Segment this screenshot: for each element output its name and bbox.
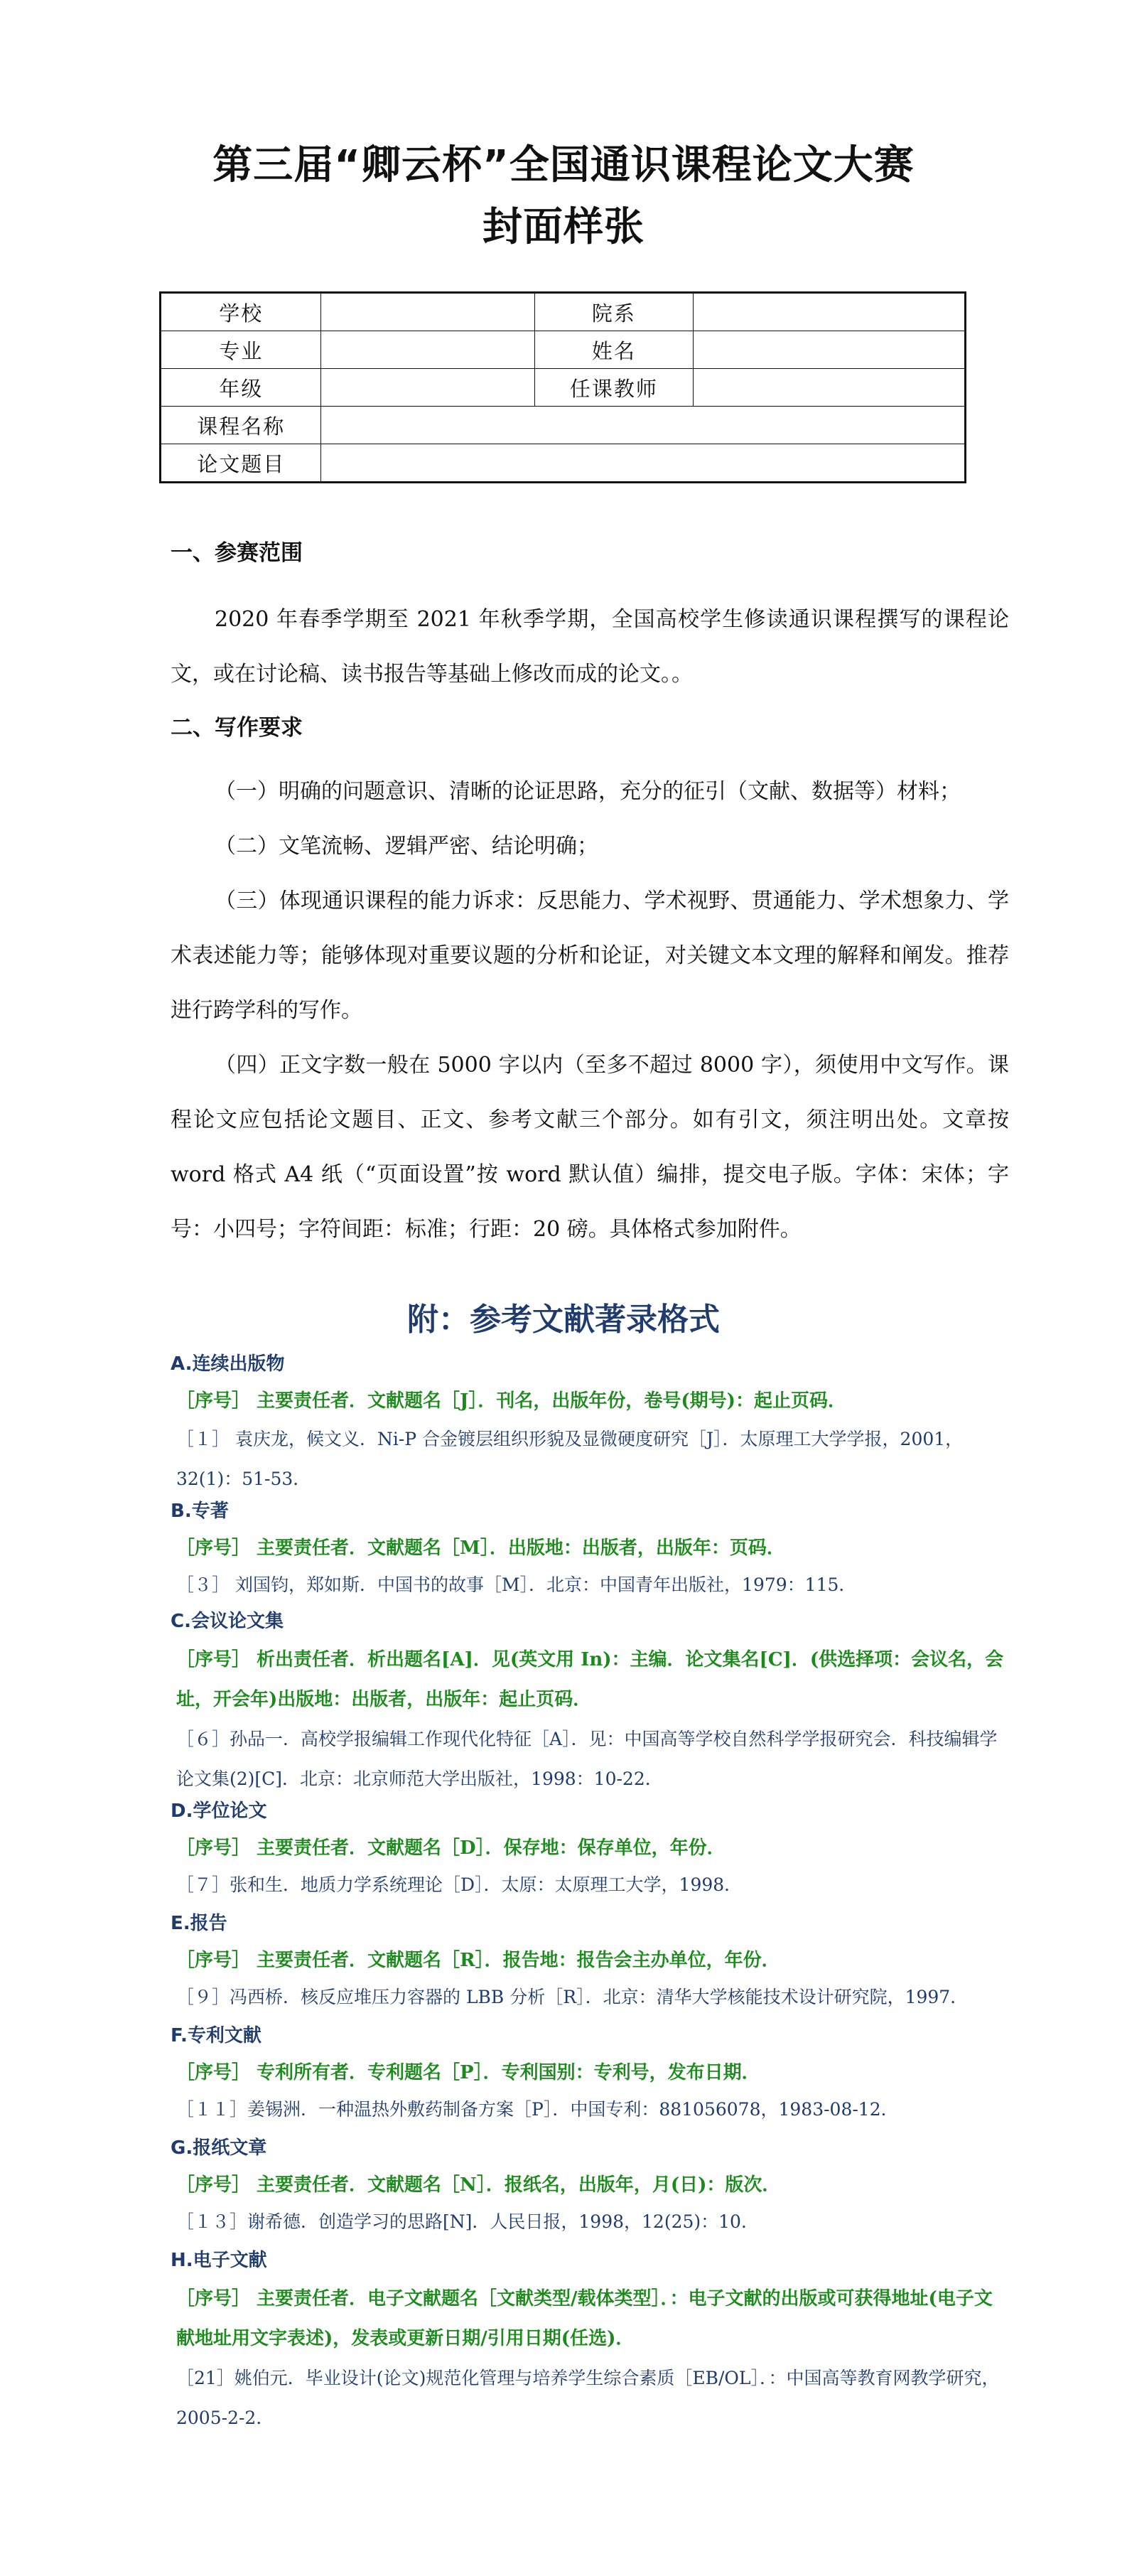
- table-row: [161, 407, 966, 444]
- section-heading-scope: 一、参赛范围: [171, 540, 303, 566]
- course-name-label: 课程名称: [161, 407, 321, 444]
- format-line: ［序号］ 主要责任者．文献题名［M］．出版地：出版者，出版年：页码．: [176, 1537, 785, 1559]
- ref-category-d: [171, 1793, 1009, 1904]
- ref-category-c: [171, 1603, 1009, 1799]
- grade-label: 年级: [161, 369, 321, 407]
- ref-category-a: [171, 1346, 1009, 1499]
- ref-category-g: [171, 2130, 1009, 2240]
- example-line: ［３］ 刘国钧，郑如斯．中国书的故事［M］．北京：中国青年出版社，1979：115．: [176, 1574, 857, 1595]
- name-field[interactable]: [694, 331, 966, 369]
- department-label: 院系: [534, 293, 693, 331]
- ref-category-b: [171, 1493, 1009, 1604]
- category-label: A.连续出版物: [171, 1353, 285, 1375]
- format-line: ［序号］ 专利所有者．专利题名［P］．专利国别：专利号，发布日期．: [176, 2062, 760, 2083]
- table-row: [161, 444, 966, 483]
- name-label: 姓名: [534, 331, 693, 369]
- requirement-item-3: （三）体现通识课程的能力诉求：反思能力、学术视野、贯通能力、学术想象力、学术表述能力等；能够体现对重要议题的分析和论证，对关键文本文理的解释和阐发。推荐进行跨学科的写作。: [171, 889, 1009, 1023]
- cover-info-table: [159, 291, 966, 483]
- format-line: ［序号］ 主要责任者．文献题名［N］．报纸名，出版年，月(日)：版次．: [176, 2174, 781, 2196]
- requirement-item-1: （一）明确的问题意识、清晰的论证思路，充分的征引（文献、数据等）材料；: [215, 779, 961, 804]
- table-row: [161, 293, 966, 331]
- table-row: [161, 331, 966, 369]
- major-field[interactable]: [321, 331, 534, 369]
- category-label: H.电子文献: [171, 2250, 267, 2271]
- category-label: D.学位论文: [171, 1800, 267, 1822]
- category-label: C.会议论文集: [171, 1611, 284, 1632]
- category-label: B.专著: [171, 1501, 229, 1522]
- format-line: ［序号］ 主要责任者．文献题名［J］．刊名，出版年份，卷号(期号)：起止页码．: [176, 1390, 846, 1412]
- section-heading-requirements: 二、写作要求: [171, 715, 303, 741]
- example-line: ［７］张和生．地质力学系统理论［D］．太原：太原理工大学，1998．: [176, 1874, 743, 1895]
- example-line: ［９］冯西桥．核反应堆压力容器的 LBB 分析［R］．北京：清华大学核能技术设计研究院，1997．: [176, 1987, 969, 2007]
- page-title: 第三届“卿云杯”全国通识课程论文大赛: [212, 142, 915, 188]
- ref-category-f: [171, 2017, 1009, 2128]
- format-line: ［序号］ 析出责任者．析出题名[A]．见(英文用 In)：主编．论文集名[C]．(供选择项：会议名，会址，开会年)出版地：出版者，出版年：起止页码．: [176, 1649, 1004, 1710]
- format-line: ［序号］ 主要责任者．文献题名［D］．保存地：保存单位，年份．: [176, 1837, 726, 1859]
- category-label: G.报纸文章: [171, 2137, 267, 2159]
- example-line: ［６］孙品一．高校学报编辑工作现代化特征［A］．见：中国高等学校自然科学学报研究会．科技编辑学论文集(2)[C]．北京：北京师范大学出版社，1998：10-22．: [176, 1729, 998, 1789]
- school-field[interactable]: [321, 293, 534, 331]
- teacher-label: 任课教师: [534, 369, 693, 407]
- example-line: ［１１］姜锡洲．一种温热外敷药制备方案［P］．中国专利：881056078，1983-08-12．: [176, 2099, 899, 2120]
- course-name-field[interactable]: [321, 407, 966, 444]
- requirement-item-4: （四）正文字数一般在 5000 字以内（至多不超过 8000 字），须使用中文写作。课程论文应包括论文题目、正文、参考文献三个部分。如有引文，须注明出处。文章按 word 格式 A4 纸（“页面设置”按 word 默认值）编排，提交电子版。字体：宋体；字号：小四号；字符间距：标准；行距：20 磅。具体格式参加附件。: [171, 1053, 1009, 1242]
- example-line: ［21］姚伯元．毕业设计(论文)规范化管理与培养学生综合素质［EB/OL］．：中国高等教育网教学研究，2005-2-2．: [176, 2368, 1000, 2428]
- scope-paragraph: 2020 年春季学期至 2021 年秋季学期，全国高校学生修读通识课程撰写的课程论文，或在讨论稿、读书报告等基础上修改而成的论文。。: [171, 607, 1009, 687]
- example-line: ［１３］谢希德．创造学习的思路[N]．人民日报，1998，12(25)：10．: [176, 2211, 759, 2232]
- category-label: F.专利文献: [171, 2025, 261, 2046]
- category-label: E.报告: [171, 1913, 227, 1934]
- major-label: 专业: [161, 331, 321, 369]
- department-field[interactable]: [694, 293, 966, 331]
- ref-category-e: [171, 1905, 1009, 2016]
- school-label: 学校: [161, 293, 321, 331]
- appendix-title: 附：参考文献著录格式: [407, 1302, 720, 1338]
- format-line: ［序号］ 主要责任者．电子文献题名［文献类型/载体类型］．：电子文献的出版或可获得地址(电子文献地址用文字表述)，发表或更新日期/引用日期(任选)．: [176, 2288, 993, 2349]
- page-subtitle: 封面样张: [482, 204, 645, 250]
- teacher-field[interactable]: [694, 369, 966, 407]
- example-line: ［１］ 袁庆龙，候文义．Ni-P 合金镀层组织形貌及显微硬度研究［J］．太原理工大学学报，2001，32(1)：51-53．: [176, 1429, 964, 1489]
- requirement-item-2: （二）文笔流畅、逻辑严密、结论明确；: [215, 834, 598, 859]
- table-row: [161, 369, 966, 407]
- ref-category-h: [171, 2242, 1009, 2438]
- paper-title-label: 论文题目: [161, 444, 321, 483]
- grade-field[interactable]: [321, 369, 534, 407]
- format-line: ［序号］ 主要责任者．文献题名［R］．报告地：报告会主办单位，年份．: [176, 1950, 780, 1971]
- paper-title-field[interactable]: [321, 444, 966, 483]
